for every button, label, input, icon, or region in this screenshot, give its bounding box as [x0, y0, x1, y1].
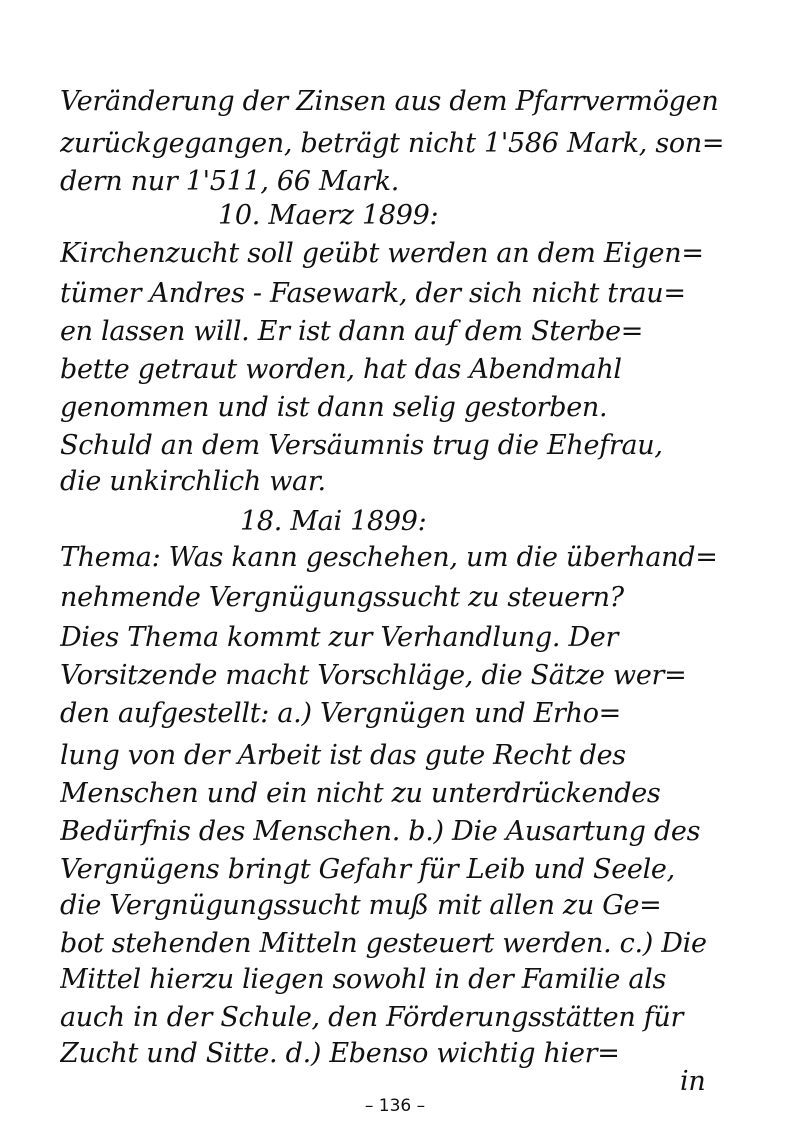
- text-line: bette getraut worden, hat das Abendmahl: [60, 354, 622, 385]
- text-line: in: [680, 1066, 706, 1097]
- text-line: Dies Thema kommt zur Verhandlung. Der: [60, 622, 619, 653]
- text-line: Mittel hierzu liegen sowohl in der Familie als: [60, 964, 667, 995]
- text-line: bot stehenden Mitteln gesteuert werden. c.) Die: [60, 928, 707, 959]
- text-line: Schuld an dem Versäumnis trug die Ehefrau,: [60, 430, 663, 461]
- text-line: Thema: Was kann geschehen, um die überhand=: [60, 542, 718, 573]
- date-heading: 18. Mai 1899:: [240, 506, 427, 537]
- text-line: die Vergnügungssucht muß mit allen zu Ge=: [60, 890, 662, 921]
- text-line: tümer Andres - Fasewark, der sich nicht trau=: [60, 278, 686, 309]
- text-line: den aufgestellt: a.) Vergnügen und Erho=: [60, 698, 621, 729]
- date-heading: 10. Maerz 1899:: [218, 200, 439, 231]
- text-line: dern nur 1'511, 66 Mark.: [60, 166, 400, 197]
- text-line: Vergnügens bringt Gefahr für Leib und Seele,: [60, 854, 675, 885]
- text-line: Bedürfnis des Menschen. b.) Die Ausartung des: [60, 816, 701, 847]
- text-line: Menschen und ein nicht zu unterdrückendes: [60, 778, 661, 809]
- text-line: zurückgegangen, beträgt nicht 1'586 Mark, son=: [60, 128, 725, 159]
- text-line: lung von der Arbeit ist das gute Recht des: [60, 740, 626, 771]
- text-line: Vorsitzende macht Vorschläge, die Sätze wer=: [60, 660, 687, 691]
- text-line: auch in der Schule, den Förderungsstätten für: [60, 1002, 684, 1033]
- text-line: en lassen will. Er ist dann auf dem Sterbe=: [60, 316, 644, 347]
- text-line: die unkirchlich war.: [60, 466, 326, 497]
- text-line: Kirchenzucht soll geübt werden an dem Eigen=: [60, 238, 704, 269]
- text-line: Zucht und Sitte. d.) Ebenso wichtig hier=: [60, 1038, 620, 1069]
- text-line: Veränderung der Zinsen aus dem Pfarrvermögen: [60, 86, 719, 117]
- page-number: – 136 –: [364, 1096, 426, 1116]
- text-line: genommen und ist dann selig gestorben.: [60, 392, 608, 423]
- text-line: nehmende Vergnügungssucht zu steuern?: [60, 582, 624, 613]
